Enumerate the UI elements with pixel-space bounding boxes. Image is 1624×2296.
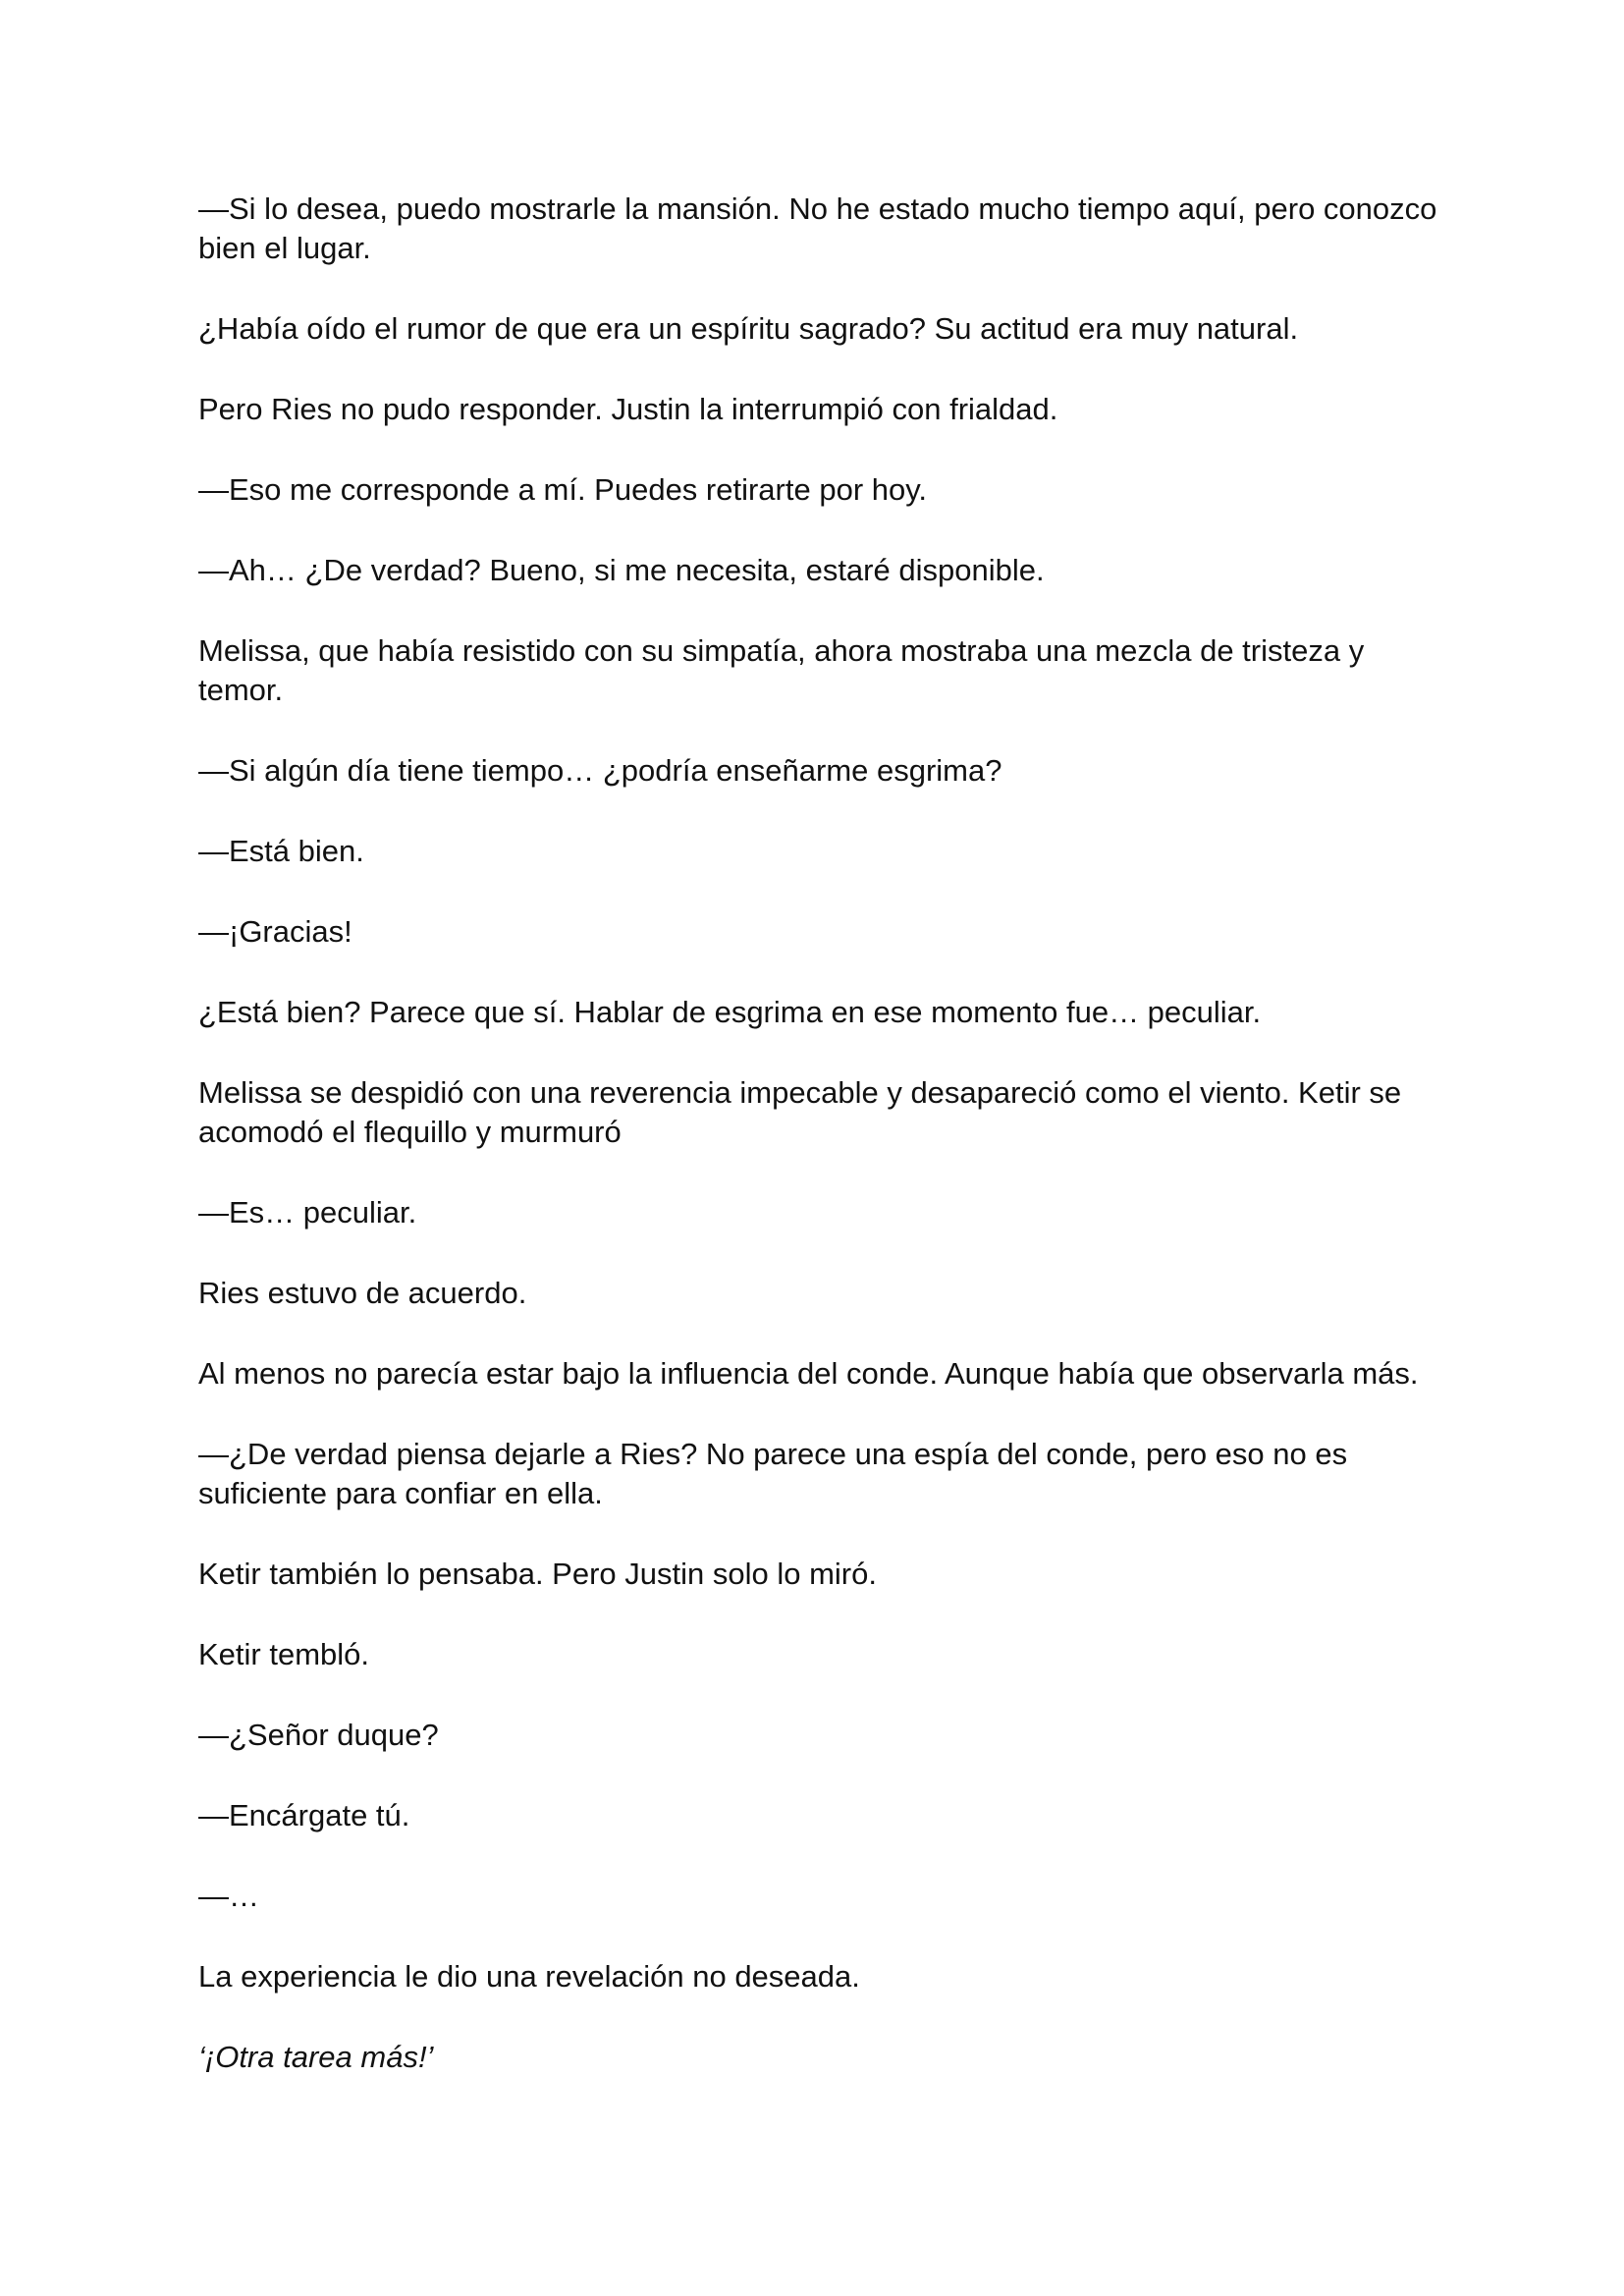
paragraph: Al menos no parecía estar bajo la influencia del conde. Aunque había que observarla más.: [198, 1356, 1419, 1391]
paragraph: —¿Señor duque?: [198, 1718, 439, 1752]
body-text: [198, 190, 1445, 2118]
paragraph: ‘¡Otra tarea más!’: [198, 2040, 434, 2074]
paragraph: —¿De verdad piensa dejarle a Ries? No parece una espía del conde, pero eso no es suficiente para confiar en ella.: [198, 1437, 1348, 1510]
paragraph: ¿Está bien? Parece que sí. Hablar de esgrima en ese momento fue… peculiar.: [198, 995, 1262, 1029]
paragraph: —Encárgate tú.: [198, 1798, 410, 1832]
paragraph: Ketir tembló.: [198, 1637, 370, 1671]
paragraph: —Si lo desea, puedo mostrarle la mansión. No he estado mucho tiempo aquí, pero conozco bien el lugar.: [198, 191, 1437, 265]
paragraph: Ketir también lo pensaba. Pero Justin solo lo miró.: [198, 1557, 877, 1591]
paragraph: —Está bien.: [198, 834, 364, 868]
paragraph: —¡Gracias!: [198, 914, 352, 949]
paragraph: —Eso me corresponde a mí. Puedes retirarte por hoy.: [198, 472, 928, 507]
paragraph: Melissa se despidió con una reverencia impecable y desapareció como el viento. Ketir se acomodó el flequillo y murmuró: [198, 1075, 1402, 1149]
paragraph: —…: [198, 1879, 259, 1913]
paragraph: Pero Ries no pudo responder. Justin la interrumpió con frialdad.: [198, 392, 1058, 426]
paragraph: —Si algún día tiene tiempo… ¿podría enseñarme esgrima?: [198, 753, 1002, 788]
paragraph: Melissa, que había resistido con su simpatía, ahora mostraba una mezcla de tristeza y temor.: [198, 633, 1365, 707]
paragraph: ¿Había oído el rumor de que era un espíritu sagrado? Su actitud era muy natural.: [198, 311, 1299, 346]
paragraph: —Ah… ¿De verdad? Bueno, si me necesita, estaré disponible.: [198, 553, 1045, 587]
paragraph: Ries estuvo de acuerdo.: [198, 1276, 527, 1310]
paragraph: La experiencia le dio una revelación no deseada.: [198, 1959, 860, 1994]
paragraph: —Es… peculiar.: [198, 1195, 417, 1230]
